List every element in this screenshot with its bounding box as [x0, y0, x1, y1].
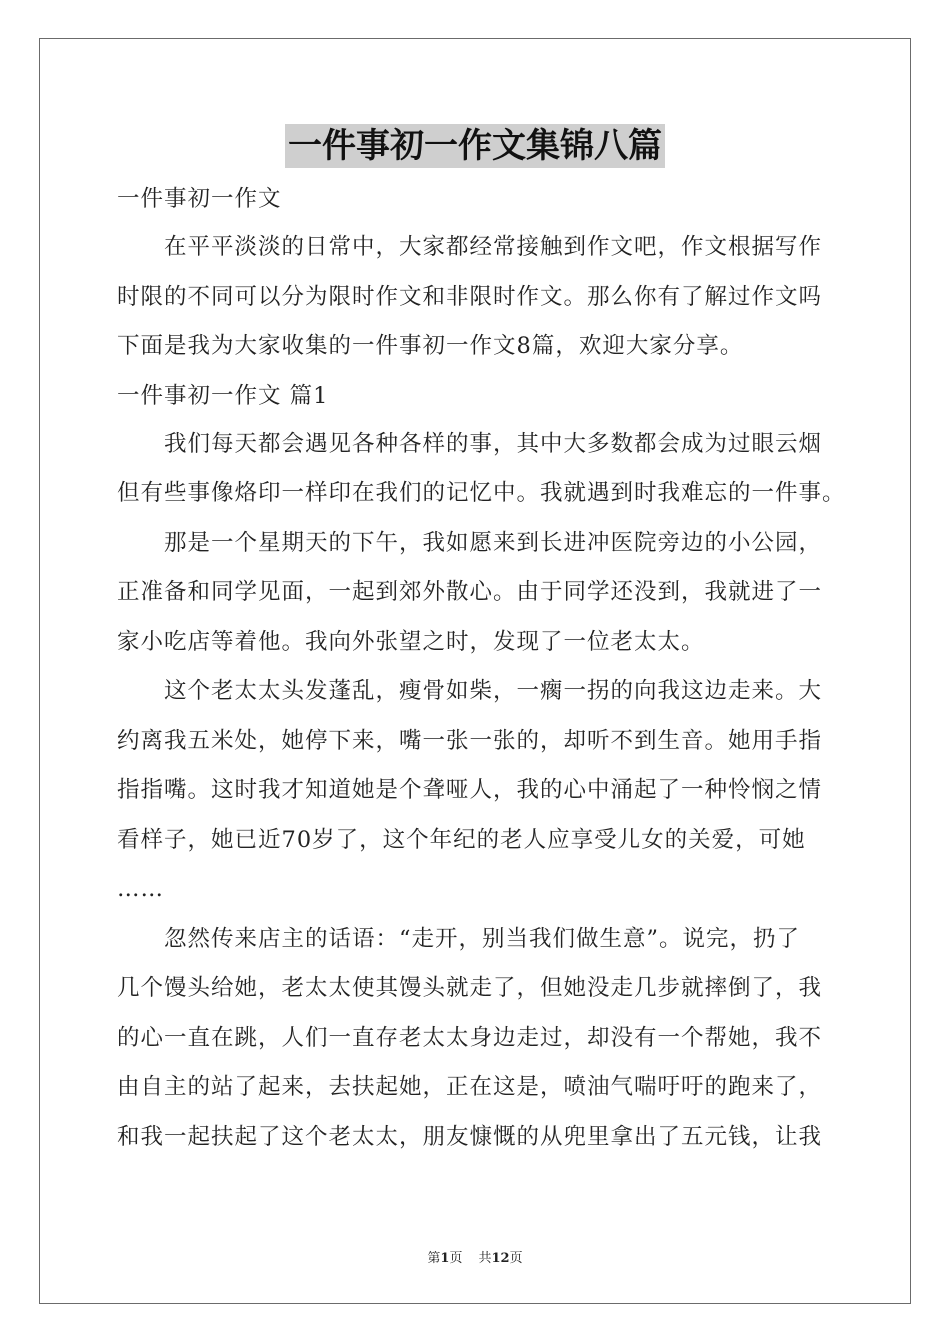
page-footer — [0, 1247, 950, 1266]
paragraph-line: 这个老太太头发蓬乱，瘦骨如柴，一瘸一拐的向我这边走来。大 — [164, 678, 823, 704]
paragraph-line: 但有些事像烙印一样印在我们的记忆中。我就遇到时我难忘的一件事。 — [117, 480, 846, 506]
paragraph-line: 下面是我为大家收集的一件事初一作文8篇，欢迎大家分享。 — [117, 333, 744, 359]
paragraph-line: 时限的不同可以分为限时作文和非限时作文。那么你有了解过作文吗 — [117, 283, 823, 310]
total-suffix: 页 — [509, 1251, 523, 1266]
paragraph-line: 约离我五米处，她停下来，嘴一张一张的，却听不到生音。她用手指 — [117, 727, 823, 754]
paragraph-line: 由自主的站了起来，去扶起她，正在这是，喷油气喘吁吁的跑来了， — [117, 1074, 823, 1100]
paragraph-line: 看样子，她已近70岁了，这个年纪的老人应享受儿女的关爱，可她 — [117, 826, 806, 853]
title-container — [0, 124, 950, 168]
paragraph-line: 正准备和同学见面，一起到郊外散心。由于同学还没到，我就进了一 — [117, 579, 823, 605]
paragraph-line: 几个馒头给她，老太太使其馒头就走了，但她没走几步就摔倒了，我 — [117, 975, 823, 1001]
page-suffix: 页 — [449, 1251, 463, 1266]
page-number: 1 — [440, 1251, 450, 1266]
document-title: 一件事初一作文集锦八篇 — [285, 124, 665, 168]
paragraph-line: 家小吃店等着他。我向外张望之时，发现了一位老太太。 — [117, 628, 705, 655]
paragraph-line: 和我一起扶起了这个老太太，朋友慷慨的从兜里拿出了五元钱，让我 — [117, 1123, 823, 1150]
section-heading-essay-1: 一件事初一作文 篇1 — [117, 382, 329, 409]
paragraph-line: 那是一个星期天的下午，我如愿来到长进冲医院旁边的小公园， — [164, 529, 823, 556]
paragraph-line: 我们每天都会遇见各种各样的事，其中大多数都会成为过眼云烟 — [164, 430, 823, 457]
total-prefix: 共 — [478, 1251, 492, 1266]
paragraph-line: 忽然传来店主的话语：“走开，别当我们做生意”。说完，扔了 — [164, 925, 801, 952]
section-heading-intro: 一件事初一作文 — [117, 186, 282, 212]
paragraph-line: 在平平淡淡的日常中，大家都经常接触到作文吧，作文根据写作 — [164, 234, 823, 260]
page-prefix: 第 — [427, 1251, 441, 1266]
document-body — [117, 175, 846, 1162]
paragraph-line: …… — [117, 876, 164, 902]
total-pages: 12 — [491, 1251, 510, 1266]
paragraph-line: 的心一直在跳，人们一直存老太太身边走过，却没有一个帮她，我不 — [117, 1024, 823, 1051]
paragraph-line: 指指嘴。这时我才知道她是个聋哑人，我的心中涌起了一种怜悯之情 — [117, 777, 823, 803]
